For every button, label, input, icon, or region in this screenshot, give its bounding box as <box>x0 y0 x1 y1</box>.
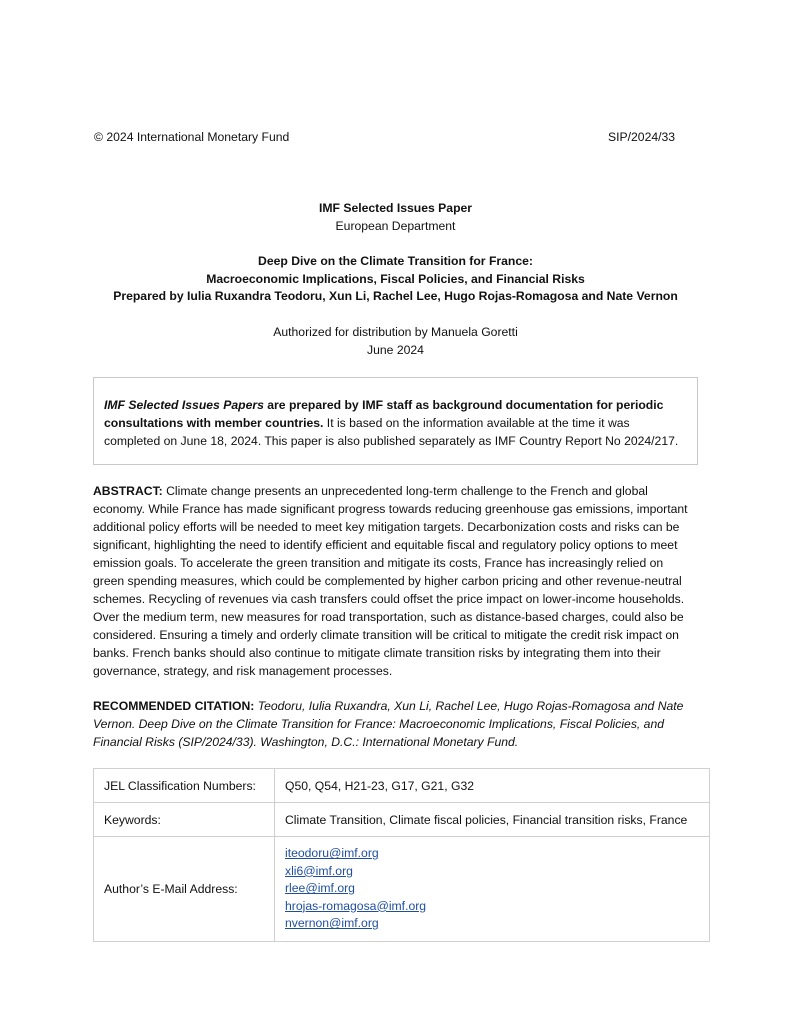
title-line-1: Deep Dive on the Climate Transition for France: <box>258 254 533 268</box>
citation-label: RECOMMENDED CITATION: <box>93 699 255 713</box>
abstract-label: ABSTRACT: <box>93 484 163 498</box>
table-row <box>94 803 710 837</box>
notice-text <box>104 396 687 450</box>
authorization <box>0 324 791 359</box>
prepared-by: Prepared by Iulia Ruxandra Teodoru, Xun Li, Rachel Lee, Hugo Rojas-Romagosa and Nate Vernon <box>113 289 678 303</box>
keywords-value: Climate Transition, Climate fiscal policies, Financial transition risks, France <box>275 803 710 837</box>
jel-value: Q50, Q54, H21-23, G17, G21, G32 <box>275 769 710 803</box>
jel-label: JEL Classification Numbers: <box>94 769 275 803</box>
notice-box <box>93 377 698 465</box>
abstract <box>93 482 697 680</box>
email-label: Author’s E-Mail Address: <box>94 837 275 942</box>
copyright-notice: © 2024 International Monetary Fund <box>94 130 290 144</box>
title-block <box>0 200 791 235</box>
email-link[interactable]: xli6@imf.org <box>285 863 353 878</box>
department: European Department <box>335 218 456 233</box>
publication-date: June 2024 <box>367 342 424 357</box>
notice-bold-text: are prepared by IMF staff as background documentation for periodic consultations with member countries. <box>104 398 664 430</box>
email-list <box>275 837 710 942</box>
email-link[interactable]: hrojas-romagosa@imf.org <box>285 898 427 913</box>
citation-text: Teodoru, Iulia Ruxandra, Xun Li, Rachel Lee, Hugo Rojas-Romagosa and Nate Vernon. Deep Dive on the Climate Transition for France: Macroeconomic Implications, Fiscal Policies, and Financial Risks (SIP/2024/33). Washington, D.C.: International Monetary Fund. <box>93 699 684 749</box>
title-line-2: Macroeconomic Implications, Fiscal Policies, and Financial Risks <box>206 271 585 286</box>
email-link[interactable]: iteodoru@imf.org <box>285 846 379 861</box>
metadata-table <box>93 768 710 942</box>
abstract-text: Climate change presents an unprecedented long-term challenge to the French and global economy. While France has made significant progress towards reducing greenhouse gas emissions, important additional policy efforts will be needed to meet key mitigation targets. Decarbonization costs and risks can be significant, highlighting the need to identify efficient and equitable fiscal and regulatory policy options to meet emission goals. To accelerate the green transition and mitigate its costs, France has increasingly relied on green spending measures, which could be complemented by higher carbon pricing and other revenue-neutral schemes. Recycling of revenues via cash transfers could offset the price impact on lower-income households. Over the medium term, new measures for road transportation, such as distance-based charges, could also be considered. Ensuring a timely and orderly climate transition will be critical to mitigate the credit risk impact on banks. French banks should also continue to mitigate climate transition risks by integrating them into their governance, strategy, and risk management processes. <box>93 484 688 678</box>
series-name: IMF Selected Issues Paper <box>318 201 473 215</box>
email-link[interactable]: rlee@imf.org <box>285 881 355 896</box>
paper-title <box>0 253 791 306</box>
authorized-by: Authorized for distribution by Manuela Goretti <box>273 325 518 339</box>
notice-body-text: It is based on the information available at the time it was completed on June 18, 2024. This paper is also published separately as IMF Country Report No 2024/217. <box>104 416 679 448</box>
keywords-label: Keywords: <box>94 803 275 837</box>
email-link[interactable]: nvernon@imf.org <box>285 916 379 931</box>
report-id: SIP/2024/33 <box>608 130 676 144</box>
table-row <box>94 837 710 942</box>
notice-series-name: IMF Selected Issues Papers <box>104 398 264 412</box>
table-row <box>94 769 710 803</box>
recommended-citation <box>93 697 697 751</box>
